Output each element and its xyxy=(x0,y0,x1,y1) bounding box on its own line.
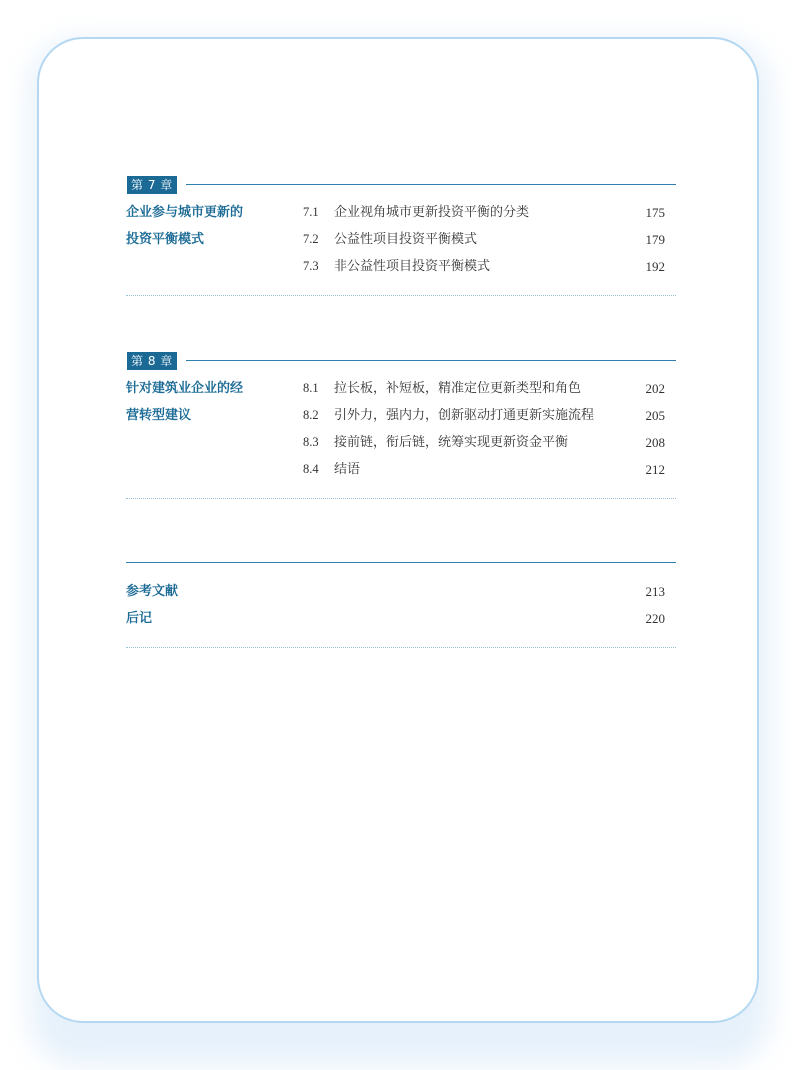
section-title: 拉长板，补短板，精准定位更新类型和角色 xyxy=(334,381,582,396)
chapter-7-title-line1: 企业参与城市更新的 xyxy=(126,205,244,220)
section-title: 公益性项目投资平衡模式 xyxy=(334,232,478,247)
chapter-8-badge: 第 8 章 xyxy=(127,352,177,370)
chapter-8-title-line2: 营转型建议 xyxy=(126,408,192,423)
toc-entry-7-2[interactable] xyxy=(126,226,676,253)
page-number: 202 xyxy=(645,381,665,396)
page-number: 175 xyxy=(645,205,665,220)
toc-entry-8-1[interactable] xyxy=(126,375,676,402)
toc-entry-7-1[interactable] xyxy=(126,199,676,226)
table-of-contents xyxy=(126,175,676,648)
chapter-7-header xyxy=(126,175,676,195)
section-title: 企业视角城市更新投资平衡的分类 xyxy=(334,205,530,220)
section-number: 8.1 xyxy=(303,381,319,395)
toc-entry-7-3[interactable] xyxy=(126,253,676,280)
chapter-7-title-line2: 投资平衡模式 xyxy=(126,232,205,247)
chapter-8-title-line1: 针对建筑业企业的经 xyxy=(126,381,244,396)
back-matter-block xyxy=(126,562,676,648)
back-matter-divider xyxy=(126,647,676,648)
section-title: 非公益性项目投资平衡模式 xyxy=(334,259,491,274)
section-number: 8.2 xyxy=(303,408,319,422)
page-number: 205 xyxy=(645,408,665,423)
toc-entry-8-4[interactable] xyxy=(126,456,676,483)
section-number: 7.3 xyxy=(303,259,319,273)
page-number: 208 xyxy=(645,435,665,450)
chapter-8-header-rule xyxy=(186,360,676,361)
page-number: 220 xyxy=(645,611,665,626)
page-number: 179 xyxy=(645,232,665,247)
section-number: 7.1 xyxy=(303,205,319,219)
page-number: 192 xyxy=(645,259,665,274)
chapter-8-header xyxy=(126,351,676,371)
section-title: 结语 xyxy=(334,462,361,477)
toc-entry-8-3[interactable] xyxy=(126,429,676,456)
section-number: 8.4 xyxy=(303,462,319,476)
toc-entry-references[interactable] xyxy=(126,578,676,605)
toc-entry-afterword[interactable] xyxy=(126,605,676,632)
chapter-7-header-rule xyxy=(186,184,676,185)
page-number: 212 xyxy=(645,462,665,477)
page-number: 213 xyxy=(645,584,665,599)
chapter-8-block xyxy=(126,351,676,499)
section-number: 8.3 xyxy=(303,435,319,449)
afterword-label: 后记 xyxy=(126,611,153,626)
chapter-7-block xyxy=(126,175,676,296)
chapter-7-badge: 第 7 章 xyxy=(127,176,177,194)
references-label: 参考文献 xyxy=(126,584,179,599)
section-title: 接前链，衔后链，统筹实现更新资金平衡 xyxy=(334,435,569,450)
section-title: 引外力，强内力，创新驱动打通更新实施流程 xyxy=(334,408,595,423)
section-number: 7.2 xyxy=(303,232,319,246)
toc-entry-8-2[interactable] xyxy=(126,402,676,429)
